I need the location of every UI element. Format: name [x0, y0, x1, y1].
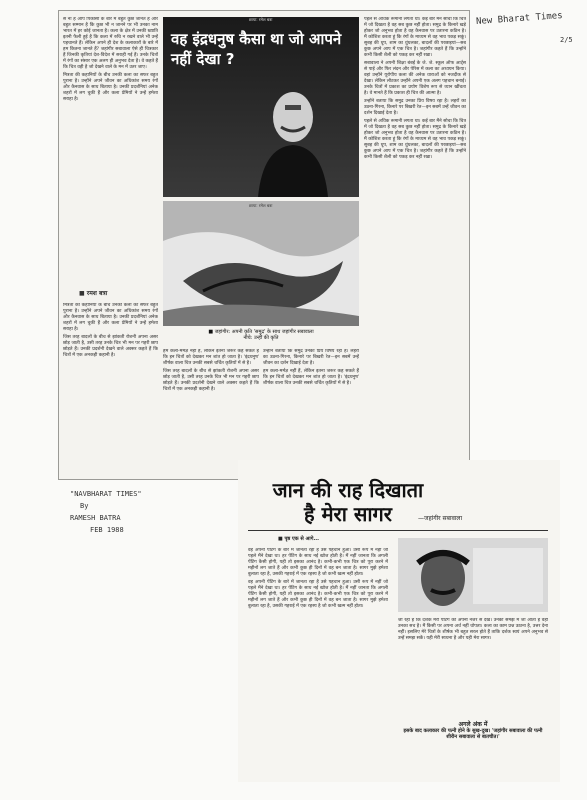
- source-note-line: By: [80, 502, 89, 510]
- artist-face: [398, 538, 548, 612]
- source-note-line: RAMESH BATRA: [70, 514, 121, 522]
- caption-line: ■ जहांगीर: अपनी कृति 'समुद्र' के साथ जहांगीर सबावाला: [208, 329, 314, 335]
- bottom-byline: —जहांगीर सबावाला: [418, 515, 463, 522]
- bottom-column-2: [398, 618, 548, 718]
- article-clipping-top: [58, 10, 470, 480]
- article-paragraph: स ना है आप पिकासो के बारे में बहुत कुछ जानते हैं और बहुत सम्मान है कि कुछ भी न जानने पर भी उनका नाम भारत में हर कोई जानता है। कला के क्षेत्र में उनकी ख्याति इतनी फैली हुई है कि कला में रुचि न रखने वाले भी उन्हें पहचानते हैं। लेकिन अपने ही देश के कलाकारों के बारे में हम कितना जानते हैं? जहांगीर सबावाला ऐसे ही चित्रकार हैं जिनकी कृतियां देश-विदेश में सराही गई हैं। उनके चित्रों में रंगों का संसार एक अलग ही अनुभव देता है। वे कहते हैं कि चित्र वही है जो देखने वाले के मन में उतर जाए।: [63, 17, 158, 70]
- next-issue-text: इसके बाद कलाकार की पत्नी होने के सुख-दुख। 'जहांगीर सबावाला की पत्नी शीरीन सबावाला से बातचीत।': [403, 728, 543, 740]
- next-issue-box: [398, 722, 548, 772]
- byline: ■ रमेश बत्रा: [79, 291, 108, 297]
- headline-line: है मेरा सागर: [303, 502, 392, 526]
- source-note-line: "NAVBHARAT TIMES": [70, 490, 142, 498]
- photo-credit: छाया: रमेश बत्रा: [249, 203, 273, 208]
- headline-line: जान की राह दिखाता: [272, 478, 424, 502]
- article-paragraph: हम कला-मर्मज्ञ नहीं हैं, लेकिन इतना जरूर कह सकते हैं कि इन चित्रों को देखकर मन शांत हो जाता है। 'इंद्रधनुष' शीर्षक वाला चित्र उनकी सबसे चर्चित कृतियों में से है।: [263, 369, 359, 386]
- article-clipping-bottom: [238, 460, 560, 782]
- article-column-4: [263, 349, 359, 477]
- article-paragraph: पहले से अधिक रूमानी लगता था। कई बार मैंने सोचा कि चित्र में जो दिखता है वह सब कुछ नहीं होता। समुद्र के किनारे खड़े होकर जो अनुभव होता है वह कैनवास पर उतारना कठिन है। मैं कोशिश करता हूं कि रंगों के माध्यम से वह भाव पकड़ सकूं। सुबह की धूप, शाम का धुंधलका, बादलों की परछाइयां—सब कुछ अपने आप में एक चित्र है। जहांगीर कहते हैं कि उन्होंने कभी किसी शैली को पकड़ कर नहीं रखा।: [364, 17, 466, 58]
- article-paragraph: मित्रता की कहानियों के बीच उनकी कला का सफर बहुत पुराना है। उन्होंने अपने जीवन का अधिकांश समय रंगों और कैनवास के साथ बिताया है। उनकी प्रदर्शनियां अनेक शहरों में लग चुकी हैं और कला प्रेमियों ने उन्हें हमेशा सराहा है।: [63, 303, 158, 332]
- divider: [248, 530, 548, 531]
- article-paragraph: जिस तरह बादलों के बीच से झांकती रोशनी अपना असर छोड़ जाती है, उसी तरह उनके चित्र भी मन पर गहरी छाप छोड़ते हैं। उनकी प्रदर्शनी देखने वाले अक्सर कहते हैं कि चित्रों में एक अनकही कहानी है।: [163, 369, 259, 392]
- caption-line: नीचे: उन्हीं की कृति: [243, 335, 279, 341]
- source-note: [70, 488, 210, 536]
- artist-photo: [163, 17, 359, 197]
- article-paragraph: वह अपनी पेंटिंग के बारे में जानता रहा है उसे पहचान हुआ। उसी रूप में नहीं जो पहले मैंने देखा था। हर पेंटिंग के साथ नई खोज होती है। मैं नहीं जानता कि अगली पेंटिंग कैसी होगी, यही तो इसका आनंद है। कभी-कभी एक चित्र को पूरा करने में महीनों लग जाते हैं और कभी कुछ ही दिनों में वह बन जाता है। सागर मुझे हमेशा बुलाता रहा है, उसकी गहराई में एक रहस्य है जो कभी खत्म नहीं होता।: [248, 548, 388, 577]
- article-paragraph: उन्होंने बताया कि समुद्र उनका प्रिय विषय रहा है। लहरों का उठना-गिरना, किनारे पर बिखरी रेत—इन सबमें उन्हें जीवन का दर्शन दिखाई देता है।: [364, 99, 466, 116]
- article-column-1b: [63, 303, 158, 428]
- artist-closeup-photo: [398, 538, 548, 612]
- bottom-column-1: [248, 548, 388, 773]
- article-paragraph: मित्रता की कहानियों के बीच उनकी कला का सफर बहुत पुराना है। उन्होंने अपने जीवन का अधिकांश समय रंगों और कैनवास के साथ बिताया है। उनकी प्रदर्शनियां अनेक शहरों में लग चुकी हैं और कला प्रेमियों ने उन्हें हमेशा सराहा है।: [63, 73, 158, 102]
- article-column-3: [163, 349, 259, 477]
- article-column-1: [63, 17, 158, 287]
- photo-caption: [163, 329, 359, 341]
- photo-credit: छाया: रमेश बत्रा: [249, 17, 273, 22]
- article-paragraph: हम कला-मर्मज्ञ नहीं हैं, लेकिन इतना जरूर कह सकते हैं कि इन चित्रों को देखकर मन शांत हो जाता है। 'इंद्रधनुष' शीर्षक वाला चित्र उनकी सबसे चर्चित कृतियों में से है।: [163, 349, 259, 366]
- next-issue-title: अगले अंक में: [458, 721, 488, 728]
- painting-image: [163, 201, 359, 326]
- artist-portrait: [163, 17, 359, 197]
- article-column-2: [364, 17, 466, 472]
- source-note-line: FEB 1988: [90, 526, 124, 534]
- article-paragraph: उन्होंने बताया कि समुद्र उनका प्रिय विषय रहा है। लहरों का उठना-गिरना, किनारे पर बिखरी रेत—इन सबमें उन्हें जीवन का दर्शन दिखाई देता है।: [263, 349, 359, 366]
- article-headline: वह इंद्रधनुष कैसा था जो आपने नहीं देखा ?: [171, 30, 342, 68]
- article-paragraph: वह अपनी पेंटिंग के बारे में जानता रहा है उसे पहचान हुआ। उसी रूप में नहीं जो पहले मैंने देखा था। हर पेंटिंग के साथ नई खोज होती है। मैं नहीं जानता कि अगली पेंटिंग कैसी होगी, यही तो इसका आनंद है। कभी-कभी एक चित्र को पूरा करने में महीनों लग जाते हैं और कभी कुछ ही दिनों में वह बन जाता है। सागर मुझे हमेशा बुलाता रहा है, उसकी गहराई में एक रहस्य है जो कभी खत्म नहीं होता।: [248, 580, 388, 609]
- article-paragraph: जी रहा है कि दर्शक मेरी पेंटिंग को अपनी नजर से देखें। उनकी समझ में जो आता है वही उनका सच है। मैं किसी पर अपना अर्थ नहीं थोपता। कला का काम प्रश्न उठाना है, उत्तर देना नहीं। इसलिए मेरे चित्रों के शीर्षक भी बहुत सरल होते हैं ताकि दर्शक स्वयं अपने अनुभव से उन्हें समझ सकें। यही मेरी साधना है और यही मेरा सागर।: [398, 618, 548, 641]
- article-paragraph: जिस तरह बादलों के बीच से झांकती रोशनी अपना असर छोड़ जाती है, उसी तरह उनके चित्र भी मन पर गहरी छाप छोड़ते हैं। उनकी प्रदर्शनी देखने वाले अक्सर कहते हैं कि चित्रों में एक अनकही कहानी है।: [63, 335, 158, 358]
- article-paragraph: पहले से अधिक रूमानी लगता था। कई बार मैंने सोचा कि चित्र में जो दिखता है वह सब कुछ नहीं होता। समुद्र के किनारे खड़े होकर जो अनुभव होता है वह कैनवास पर उतारना कठिन है। मैं कोशिश करता हूं कि रंगों के माध्यम से वह भाव पकड़ सकूं। सुबह की धूप, शाम का धुंधलका, बादलों की परछाइयां—सब कुछ अपने आप में एक चित्र है। जहांगीर कहते हैं कि उन्होंने कभी किसी शैली को पकड़ कर नहीं रखा।: [364, 119, 466, 160]
- page-marker: 2/5: [560, 36, 573, 44]
- continued-note: ■ पृष्ठ एक से आगे...: [278, 536, 320, 542]
- painting-photo: [163, 201, 359, 326]
- handwritten-note-top: New Bharat Times: [475, 10, 563, 28]
- article-paragraph: सबावाला ने अपनी शिक्षा बंबई के जे. जे. स्कूल ऑफ आर्ट्स से पाई और फिर लंदन और पेरिस में कला का अध्ययन किया। वहां उन्होंने यूरोपीय कला की अनेक धाराओं को नजदीक से देखा। लेकिन लौटकर उन्होंने अपनी एक अलग पहचान बनाई। उनके चित्रों में प्रकाश का प्रयोग विशेष रूप से ध्यान खींचता है। वे मानते हैं कि प्रकाश ही चित्र की आत्मा है।: [364, 61, 466, 96]
